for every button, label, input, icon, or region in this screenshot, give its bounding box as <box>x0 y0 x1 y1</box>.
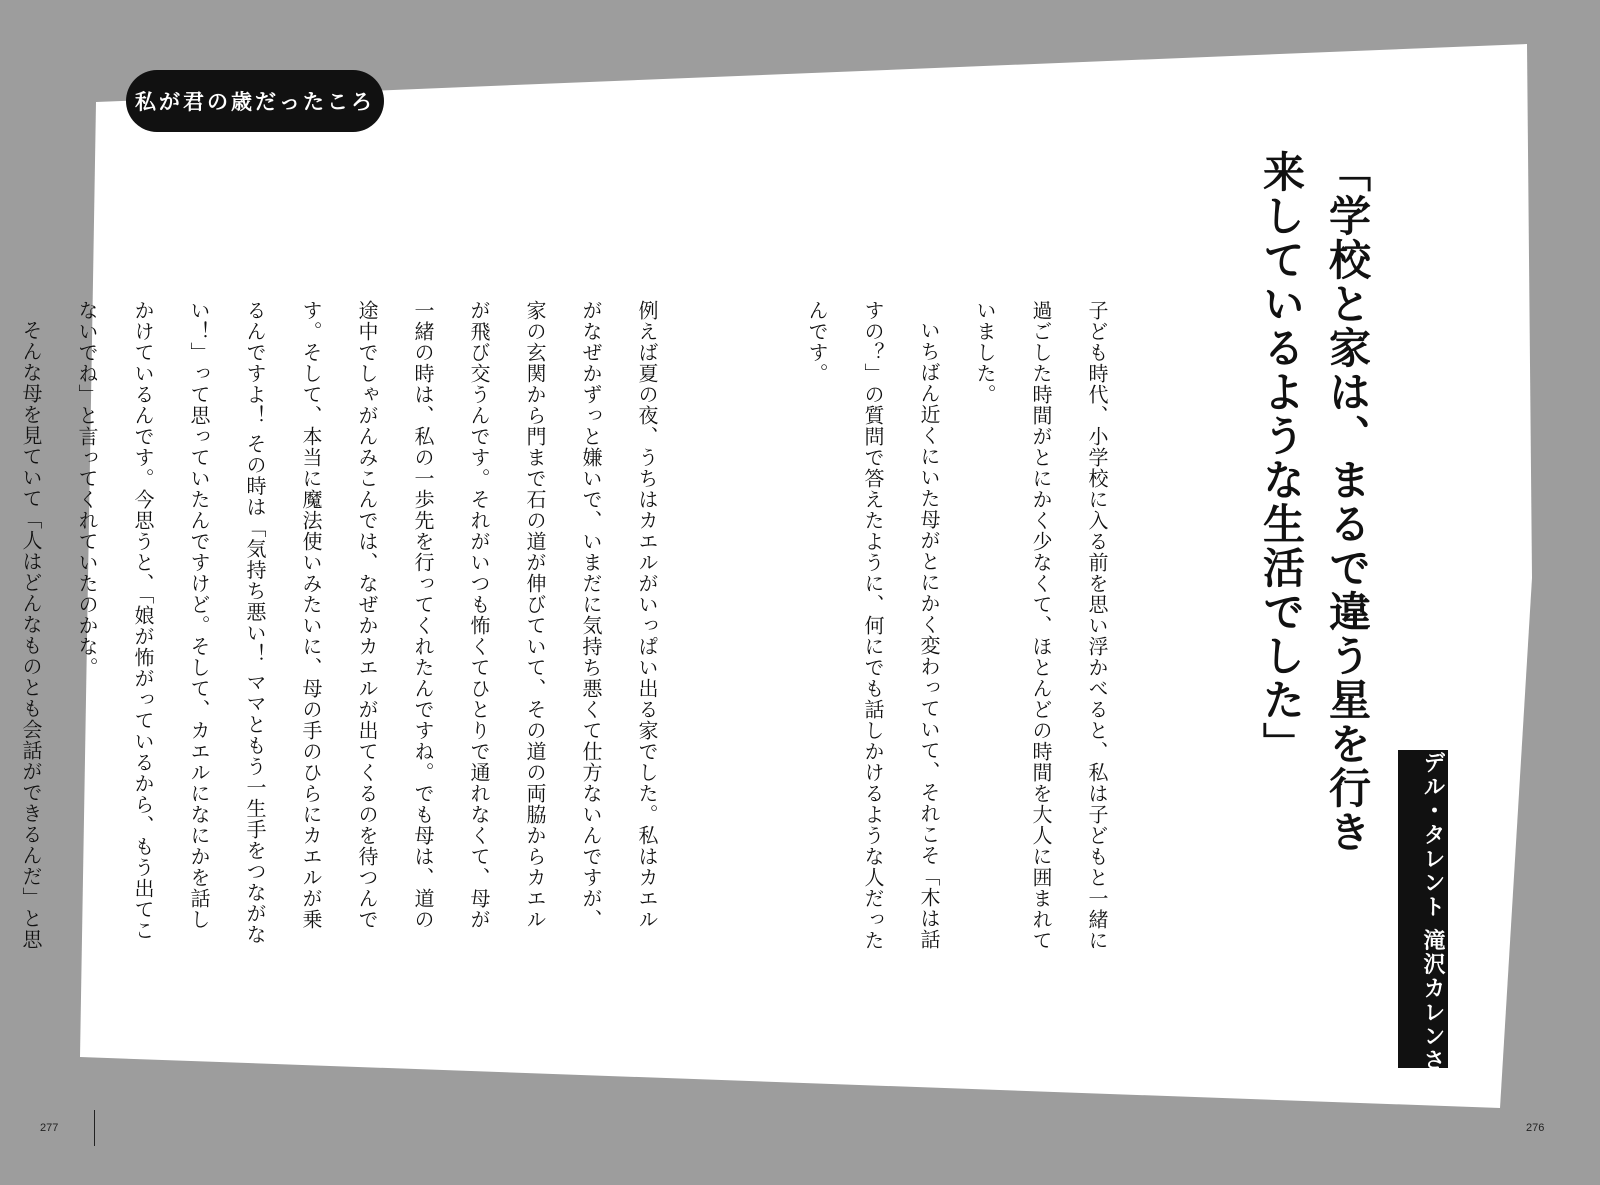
byline-badge: モデル・タレント 滝沢カレンさん <box>1398 750 1448 1068</box>
article-title: 「学校と家は、まるで違う星を行き来しているような生活でした」 <box>1257 150 1372 854</box>
page-divider <box>94 1110 95 1146</box>
paragraph: 例えば夏の夜、うちはカエルがいっぱい出る家でした。私はカエルがなぜかずっと嫌いで、いまだに気持ち悪くて仕方ないんですが、家の玄関から門まで石の道が伸びていて、その道の両脇からカエルが飛び交うんです。それがいつも怖くてひとりで通れなくて、母が一緒の時は、私の一歩先を行ってくれたんですね。でも母は、道の途中でしゃがんみこんでは、なぜかカエルが出てくるのを待つんです。そして、本当に魔法使いみたいに、母の手のひらにカエルが乗るんですよ！ その時は「気持ち悪い！ ママともう一生手をつながない！」って思っていたんですけど。そして、カエルになにかを話しかけているんです。今思うと、「娘が怖がっているから、もう出てこないでね」と言ってくれていたのかな。 <box>75 300 659 945</box>
page-number-left: 277 <box>40 1122 59 1134</box>
section-tag: 私が君の歳だったころ <box>126 70 384 132</box>
page-number-right: 276 <box>1526 1122 1545 1134</box>
paragraph: いちばん近くにいた母がとにかく変わっていて、それこそ「木は話すの？」の質問で答えたように、何にでも話しかけるような人だったんです。 <box>805 300 941 951</box>
body-text-right <box>789 300 1125 970</box>
body-text-left <box>0 300 675 950</box>
paragraph: 子ども時代、小学校に入る前を思い浮かべると、私は子どもと一緒に過ごした時間がとにかく少なくて、ほとんどの時間を大人に囲まれていました。 <box>973 300 1109 951</box>
paragraph: そんな母を見ていて「人はどんなものとも会話ができるんだ」と思 <box>19 320 43 950</box>
